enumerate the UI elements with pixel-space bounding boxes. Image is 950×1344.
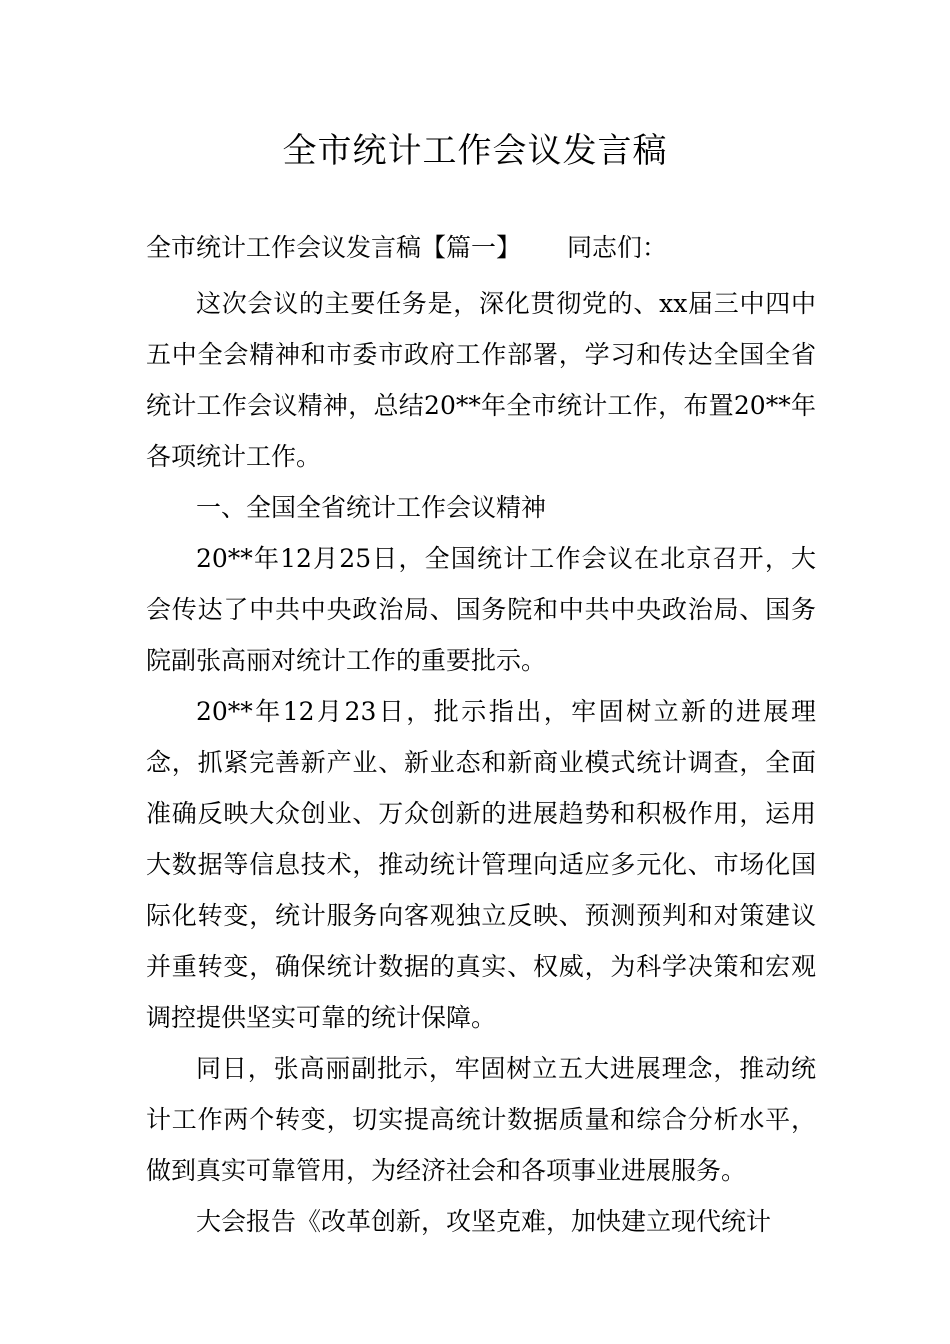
- paragraph-report: 大会报告《改革创新，攻坚克难，加快建立现代统计: [196, 1207, 772, 1236]
- greeting: 同志们：: [567, 233, 668, 262]
- section-heading-1: 一、全国全省统计工作会议精神: [196, 493, 547, 522]
- paragraph-instruction: 20**年12月23日，批示指出，牢固树立新的进展理念，抓紧完善新产业、新业态和新商业模式统计调查，全面准确反映大众创业、万众创新的进展趋势和积极作用，运用大数据等信息技术，推动统计管理向适应多元化、市场化国际化转变，统计服务向客观独立反映、预测预判和对策建议并重转变，确保统计数据的真实、权威，为科学决策和宏观调控提供坚实可靠的统计保障。: [146, 697, 816, 1032]
- part-label: 全市统计工作会议发言稿【篇一】: [146, 233, 522, 262]
- header-line: [146, 222, 816, 273]
- paragraph-meeting: 20**年12月25日，全国统计工作会议在北京召开，大会传达了中共中央政治局、国务院和中共中央政治局、国务院副张高丽对统计工作的重要批示。: [146, 544, 816, 675]
- document-body: [146, 222, 816, 1247]
- document-title: 全市统计工作会议发言稿: [282, 131, 668, 171]
- paragraph-same-day: 同日，张高丽副批示，牢固树立五大进展理念，推动统计工作两个转变，切实提高统计数据质量和综合分析水平，做到真实可靠管用，为经济社会和各项事业进展服务。: [146, 1054, 816, 1185]
- paragraph-intro: 这次会议的主要任务是，深化贯彻党的、xx届三中四中五中全会精神和市委市政府工作部署，学习和传达全国全省统计工作会议精神，总结20**年全市统计工作，布置20**年各项统计工作。: [146, 289, 816, 471]
